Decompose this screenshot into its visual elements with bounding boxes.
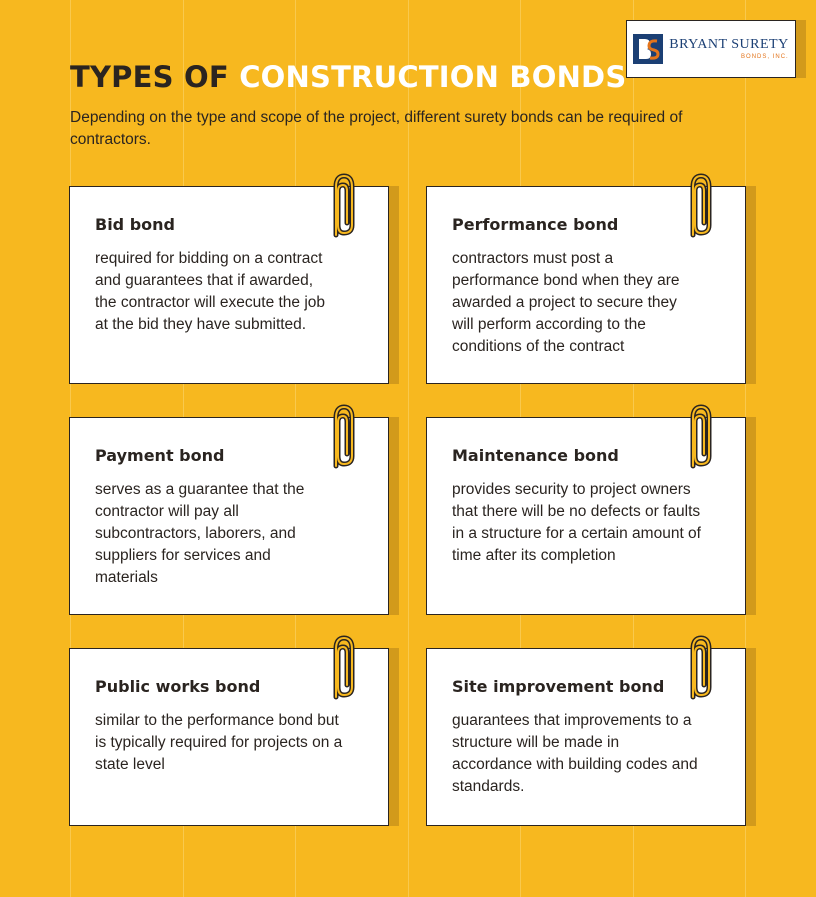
paperclip-icon bbox=[328, 404, 360, 470]
bond-card-payment bbox=[69, 417, 389, 615]
card-title: Payment bond bbox=[95, 446, 225, 465]
page-title bbox=[70, 60, 626, 94]
paperclip-icon bbox=[685, 173, 717, 239]
company-logo bbox=[626, 20, 796, 78]
bond-card-bid bbox=[69, 186, 389, 384]
card-title: Maintenance bond bbox=[452, 446, 619, 465]
paperclip-icon bbox=[328, 635, 360, 701]
logo-name: BRYANT SURETY bbox=[669, 37, 789, 52]
bond-card-public-works bbox=[69, 648, 389, 826]
card-title: Site improvement bond bbox=[452, 677, 665, 696]
bond-card-performance bbox=[426, 186, 746, 384]
paperclip-icon bbox=[685, 404, 717, 470]
card-body: serves as a guarantee that the contractor will pay all subcontractors, laborers, and suppliers for services and materials bbox=[95, 481, 305, 586]
bond-card-maintenance bbox=[426, 417, 746, 615]
card-title: Public works bond bbox=[95, 677, 261, 696]
page-title-part2: CONSTRUCTION BONDS bbox=[239, 60, 627, 94]
page-title-part1: TYPES OF bbox=[70, 60, 240, 94]
logo-subtext: BONDS, INC. bbox=[741, 54, 789, 60]
card-body: contractors must post a performance bond when they are awarded a project to secure they will perform according to the conditions of the contract bbox=[452, 250, 680, 355]
bond-card-site-improvement bbox=[426, 648, 746, 826]
paperclip-icon bbox=[685, 635, 717, 701]
card-body: similar to the performance bond but is typically required for projects on a state level bbox=[95, 712, 343, 773]
bs-monogram-icon bbox=[633, 34, 663, 64]
card-body: provides security to project owners that there will be no defects or faults in a structure for a certain amount of time after its completion bbox=[452, 481, 701, 564]
page-subtitle: Depending on the type and scope of the project, different surety bonds can be required of contractors. bbox=[70, 109, 683, 148]
card-title: Performance bond bbox=[452, 215, 619, 234]
card-title: Bid bond bbox=[95, 215, 175, 234]
card-body: guarantees that improvements to a structure will be made in accordance with building codes and standards. bbox=[452, 712, 698, 795]
paperclip-icon bbox=[328, 173, 360, 239]
card-body: required for bidding on a contract and guarantees that if awarded, the contractor will execute the job at the bid they have submitted. bbox=[95, 250, 326, 333]
